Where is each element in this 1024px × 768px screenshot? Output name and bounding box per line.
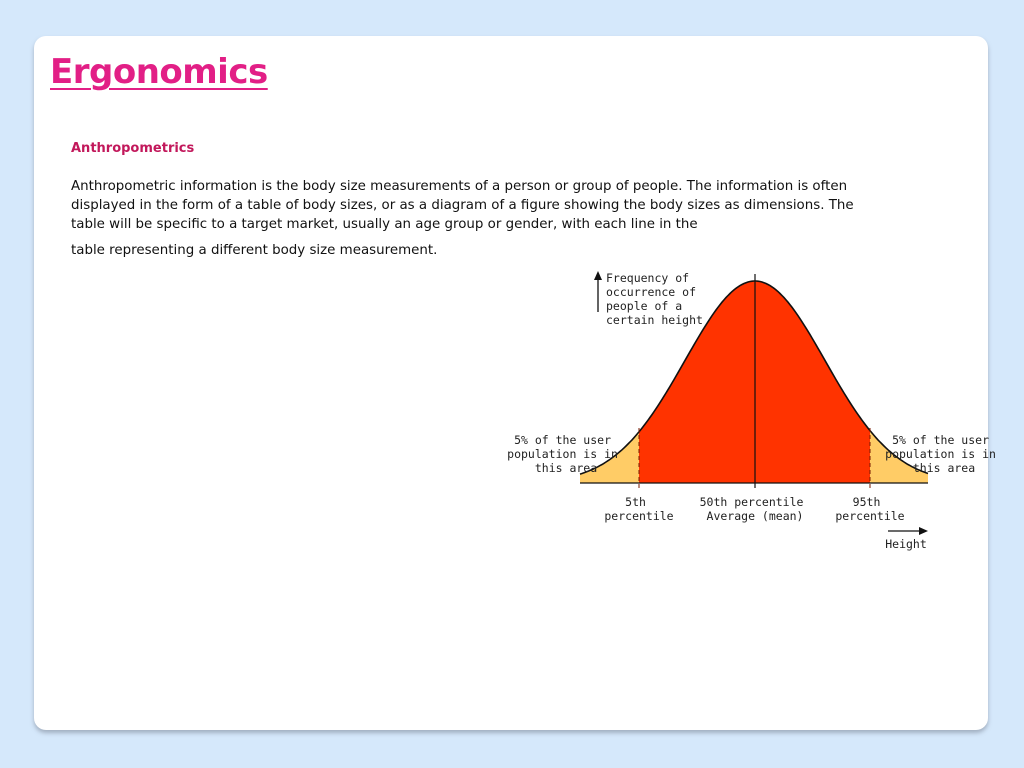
p5-label-line: percentile bbox=[604, 509, 674, 523]
left-area-label-line: this area bbox=[534, 461, 598, 475]
body-paragraph-tail: table representing a different body size measurement. bbox=[71, 243, 438, 258]
p50-label-line: 50th percentile bbox=[699, 495, 804, 509]
right-area-label-line: 5% of the user bbox=[892, 433, 989, 447]
p95-label bbox=[835, 495, 904, 523]
slide-title: Ergonomics bbox=[50, 52, 268, 92]
x-axis-label: Height bbox=[885, 537, 927, 551]
normal-distribution-diagram bbox=[500, 262, 1000, 562]
x-axis-arrowhead bbox=[919, 527, 928, 535]
p95-label-line: 95th bbox=[852, 495, 881, 509]
subheading: Anthropometrics bbox=[71, 141, 195, 156]
left-area-label-line: 5% of the user bbox=[514, 433, 611, 447]
right-area-label-line: population is in bbox=[885, 447, 996, 461]
y-axis-label bbox=[606, 271, 703, 327]
p50-label bbox=[700, 495, 811, 523]
left-area-label-line: population is in bbox=[507, 447, 618, 461]
p5-label bbox=[604, 495, 673, 523]
y-label-line: people of a bbox=[606, 299, 683, 313]
y-label-line: Frequency of bbox=[606, 271, 690, 285]
right-area-label-line: this area bbox=[912, 461, 976, 475]
p5-label-line: 5th bbox=[625, 495, 646, 509]
p95-label-line: percentile bbox=[835, 509, 905, 523]
body-paragraph: Anthropometric information is the body size measurements of a person or group of people. The information is often displayed in the form of a table of body sizes, or as a diagram of a figure showing the body sizes as dimensions. The table will be specific to a target market, usually an age group or gender, with each line in the bbox=[71, 179, 854, 232]
p50-label-line: Average (mean) bbox=[706, 509, 804, 523]
y-axis-arrowhead bbox=[594, 271, 602, 280]
y-label-line: certain height bbox=[606, 313, 703, 327]
y-label-line: occurrence of bbox=[606, 285, 697, 299]
